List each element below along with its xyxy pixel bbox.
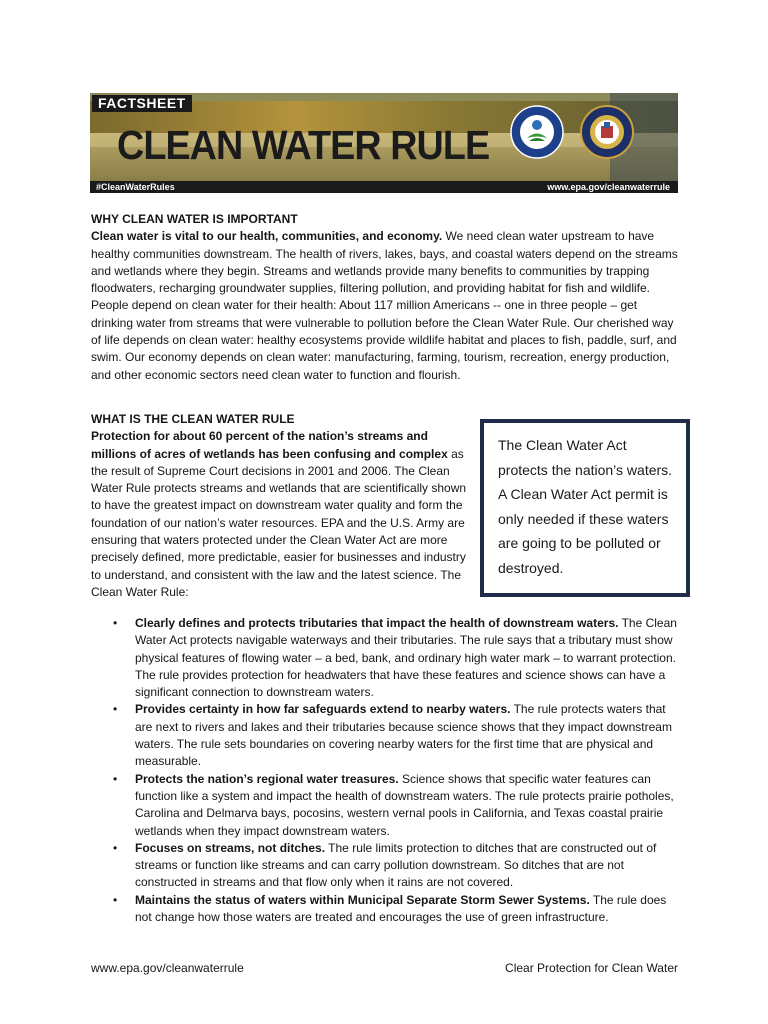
section-body: as the result of Supreme Court decisions in 2001 and 2006. The Clean Water Rule protects streams and wetlands that are scientifically shown to have the greatest impact on downstream water quality and form the foundation of our nation’s water resources. EPA and the U.S. Army are ensuring that waters protected under the Clean Water Act are more precisely defined, more predictable, easier for businesses and industry to understand, and consistent with the law and the latest science. The Clean Water Rule: (91, 446, 467, 599)
hashtag-text: #CleanWaterRules (96, 182, 175, 192)
list-item (113, 892, 679, 927)
section-lead: Protection for about 60 percent of the nation’s streams and millions of acres of wetlands has been confusing and complex (91, 429, 448, 461)
bullet-body: The Clean Water Act protects navigable waterways and their tributaries. The rule says that a tributary must show physical features of flowing water – a bed, bank, and ordinary high water mark – to warrant protection. The rule provides protection for headwaters that have these features and science shows can have a significant connection to downstream waters. (135, 616, 677, 700)
section-what-is-rule (91, 411, 467, 601)
list-item (113, 701, 679, 770)
section-why-clean-water (91, 211, 681, 384)
bullet-body: The rule does not change how those waters are treated and encourages the use of green infrastructure. (135, 892, 667, 925)
factsheet-tag: FACTSHEET (92, 95, 192, 112)
callout-text: The Clean Water Act protects the nation’s waters. A Clean Water Act permit is only needed if these waters are going to be polluted or destroyed. (498, 437, 673, 576)
banner-title: CLEAN WATER RULE (117, 122, 490, 168)
section-heading: WHY CLEAN WATER IS IMPORTANT (91, 212, 298, 226)
footer-tagline: Clear Protection for Clean Water (505, 961, 678, 975)
bullet-lead: Provides certainty in how far safeguards extend to nearby waters. (135, 702, 511, 717)
bullet-lead: Focuses on streams, not ditches. (135, 840, 326, 855)
bullet-body: The rule protects waters that are next to rivers and lakes and their tributaries because science shows that they impact downstream waters. The rule sets boundaries on covering nearby waters for the first time that are physical and measurable. (135, 702, 672, 769)
rule-bullet-list (113, 615, 679, 926)
bullet-icon: • (113, 616, 118, 630)
bullet-lead: Maintains the status of waters within Municipal Separate Storm Sewer Systems. (135, 892, 590, 907)
epa-seal-icon (510, 105, 564, 159)
bullet-lead: Protects the nation’s regional water treasures. (135, 771, 399, 786)
bullet-icon: • (113, 840, 118, 855)
section-lead: Clean water is vital to our health, communities, and economy. (91, 229, 443, 244)
bullet-body: The rule limits protection to ditches that are constructed out of streams or function like streams and can carry pollution downstream. So ditches that are not constructed in streams and that flow only when it rains are not covered. (135, 840, 657, 890)
section-heading: WHAT IS THE CLEAN WATER RULE (91, 412, 295, 426)
bullet-icon: • (113, 892, 118, 907)
list-item (113, 615, 679, 701)
banner-footer-strip (90, 181, 678, 193)
bullet-lead: Clearly defines and protects tributaries that impact the health of downstream waters. (135, 616, 619, 630)
army-seal-icon (580, 105, 634, 159)
bullet-icon: • (113, 771, 118, 786)
list-item (113, 771, 679, 840)
section-body: We need clean water upstream to have healthy communities downstream. The health of rivers, lakes, bays, and coastal waters depend on the streams and wetlands where they begin. Streams and wetlands provide many benefits to communities by trapping floodwaters, recharging groundwater supplies, filtering pollution, and providing habitat for fish and wildlife. People depend on clean water for their health: About 117 million Americans -- one in three people – get drinking water from streams that were vulnerable to pollution before the Clean Water Rule. Our cherished way of life depends on clean water: healthy ecosystems provide wildlife habitat and places to fish, paddle, surf, and swim. Our economy depends on clean water: manufacturing, farming, tourism, recreation, energy production, and other economic sectors need clean water to function and flourish. (91, 229, 678, 382)
footer-url[interactable]: www.epa.gov/cleanwaterrule (91, 961, 244, 975)
banner-url: www.epa.gov/cleanwaterrule (547, 182, 670, 192)
bullet-body: Science shows that specific water features can function like a system and impact the health of downstream waters. The rule protects prairie potholes, Carolina and Delmarva bays, pocosins, western vernal pools in California, and Texas coastal prairie wetlands when they impact downstream waters. (135, 771, 674, 838)
header-banner (90, 93, 678, 193)
callout-box (480, 419, 690, 597)
list-item (113, 840, 679, 892)
bullet-icon: • (113, 702, 118, 717)
